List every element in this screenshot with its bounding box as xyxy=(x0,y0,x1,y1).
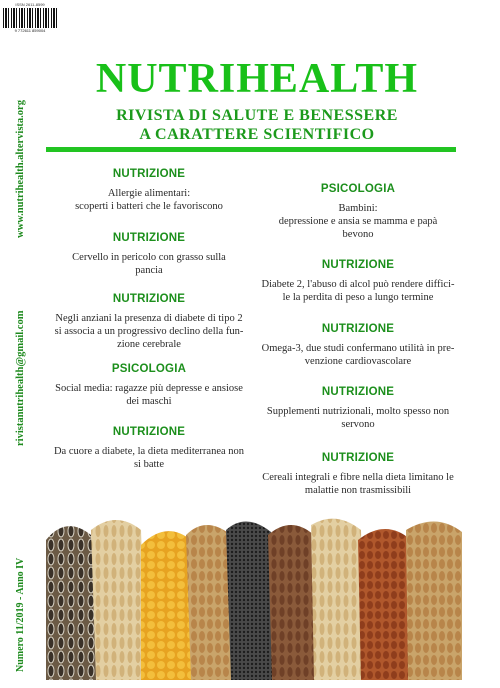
section-label: NUTRIZIONE xyxy=(321,452,395,464)
section-label: NUTRIZIONE xyxy=(112,168,186,180)
issue-number: Numero 11/2019 - Anno IV xyxy=(15,557,26,672)
article-title: Bambini: depressione e ansia se mamma e papà bevono xyxy=(278,203,438,240)
article-title: Omega-3, due studi confermano utilità in pre- venzione cardiovascolare xyxy=(261,343,455,367)
section-label: NUTRIZIONE xyxy=(321,386,395,398)
article-title: Diabete 2, l'abuso di alcol può rendere diffici- le la perdita di peso a lungo termine xyxy=(261,279,455,303)
article-title: Allergie alimentari: scoperti i batteri che le favoriscono xyxy=(75,188,223,212)
website-url[interactable]: www.nutrihealth.altervista.org xyxy=(15,100,26,238)
barcode-image xyxy=(3,8,57,28)
article-item[interactable] xyxy=(260,183,456,241)
article-title: Supplementi nutrizionali, molto spesso non servono xyxy=(266,406,450,430)
article-item[interactable] xyxy=(260,323,456,368)
article-item[interactable] xyxy=(46,168,252,213)
section-label: NUTRIZIONE xyxy=(321,323,395,335)
article-title: Cereali integrali e fibre nella dieta limitano le malattie non trasmissibili xyxy=(262,472,454,496)
article-title: Da cuore a diabete, la dieta mediterranea non si batte xyxy=(53,446,245,470)
section-label: NUTRIZIONE xyxy=(321,259,395,271)
issn-label: ISSN 2611-8599 xyxy=(15,2,45,7)
grains-photo xyxy=(46,510,462,680)
subtitle-line-2: A CARATTERE SCIENTIFICO xyxy=(139,126,375,143)
barcode-number: 9 772611 859004 xyxy=(14,28,46,33)
section-label: PSICOLOGIA xyxy=(320,183,396,195)
article-title: Cervello in pericolo con grasso sulla pancia xyxy=(72,252,226,276)
article-item[interactable] xyxy=(46,363,252,408)
section-label: PSICOLOGIA xyxy=(111,363,187,375)
article-item[interactable] xyxy=(46,232,252,277)
magazine-title: NUTRIHEALTH xyxy=(95,56,419,102)
header-divider xyxy=(46,147,456,152)
article-item[interactable] xyxy=(260,259,456,304)
barcode-block xyxy=(2,2,58,32)
article-title: Negli anziani la presenza di diabete di tipo 2 si associa a un progressivo declino della fun- zione cerebrale xyxy=(54,313,244,350)
article-item[interactable] xyxy=(260,386,456,431)
section-label: NUTRIZIONE xyxy=(112,293,186,305)
section-label: NUTRIZIONE xyxy=(112,426,186,438)
email-address[interactable]: rivistanutrihealth@gmail.com xyxy=(15,310,26,446)
article-item[interactable] xyxy=(46,293,252,351)
subtitle-line-1: RIVISTA DI SALUTE E BENESSERE xyxy=(116,107,398,124)
article-item[interactable] xyxy=(46,426,252,471)
article-title: Social media: ragazze più depresse e ansiose dei maschi xyxy=(55,383,243,407)
article-item[interactable] xyxy=(260,452,456,497)
section-label: NUTRIZIONE xyxy=(112,232,186,244)
